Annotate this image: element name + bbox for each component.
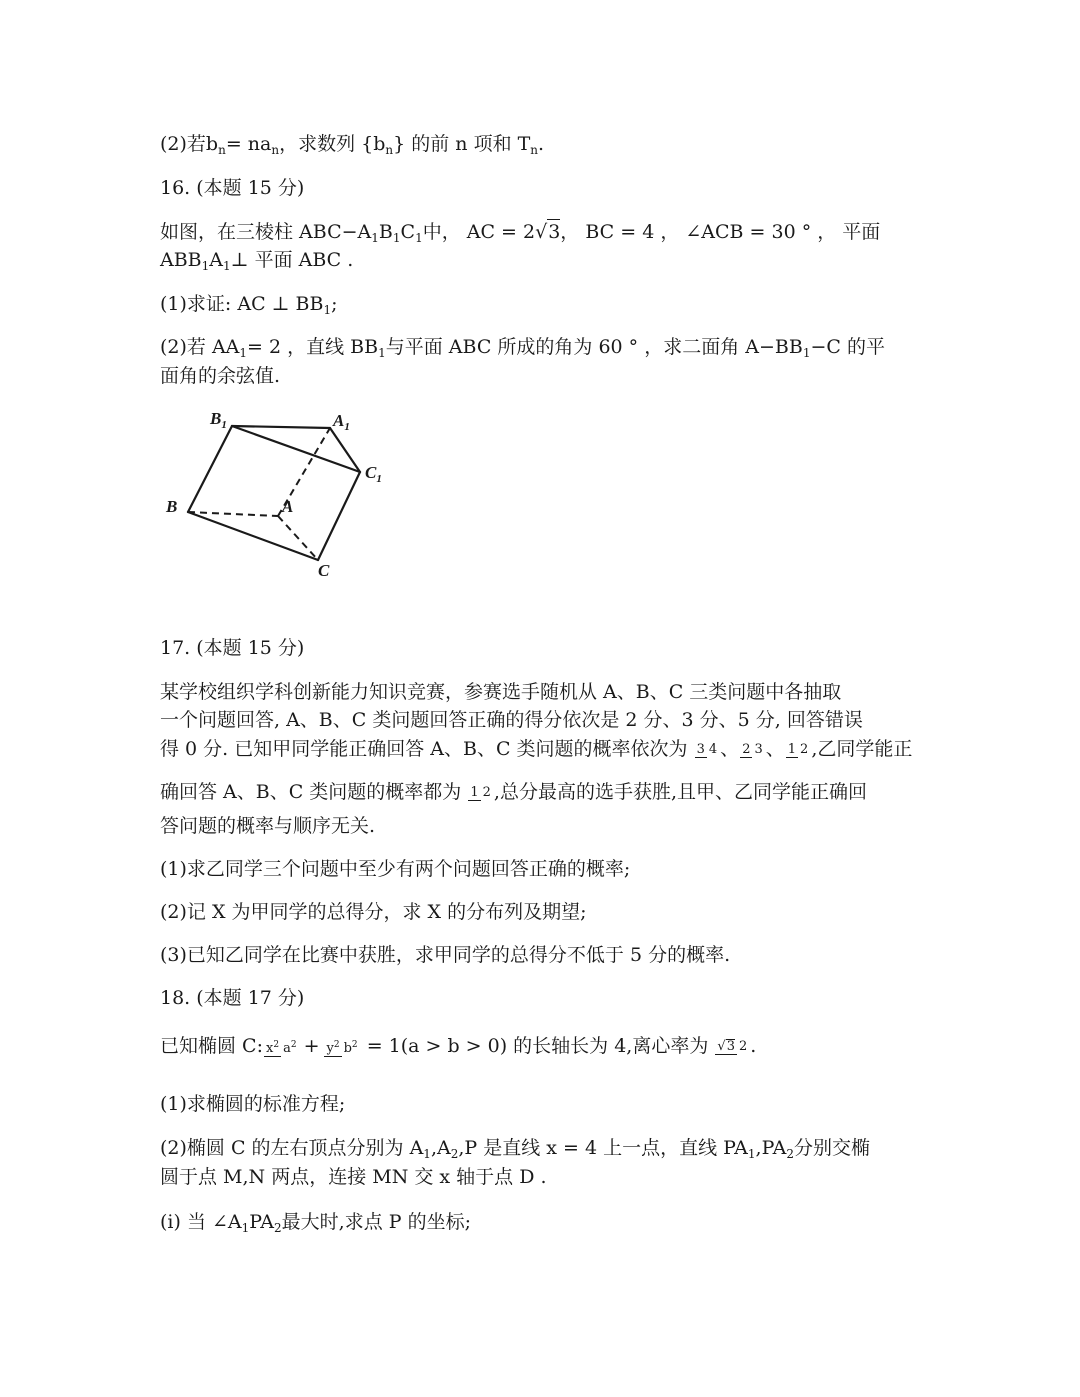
text: ,总分最高的选手获胜,且甲、乙同学能正确回 xyxy=(493,781,868,803)
fraction-x2-a2 xyxy=(264,1038,299,1057)
text: 与平面 ABC 所成的角为 60 ° ，求二面角 A−BB xyxy=(385,336,803,358)
fraction-1-2 xyxy=(786,743,811,758)
subscript: 1 xyxy=(378,346,386,360)
text: (i) 当 ∠A xyxy=(160,1211,242,1233)
q16-header: 16. (本题 15 分) xyxy=(160,177,305,199)
subscript: 1 xyxy=(392,231,401,245)
text: ，求数列 {b xyxy=(279,133,386,155)
text: (1)求证: AC ⊥ BB xyxy=(160,293,324,315)
sqrt-arg: 3 xyxy=(726,1039,735,1054)
label-c1 xyxy=(365,463,382,485)
label-a1 xyxy=(332,411,350,433)
q17-line1: 某学校组织学科创新能力知识竞赛，参赛选手随机从 A、B、C 三类问题中各抽取 xyxy=(160,681,842,703)
text: = 2 ，直线 BB xyxy=(247,336,379,358)
label-sub: 1 xyxy=(344,421,350,433)
text: 中， AC = 2 xyxy=(422,221,536,243)
text: b xyxy=(343,1040,352,1056)
text: 确回答 A、B、C 类问题的概率都为 xyxy=(160,781,462,803)
text: = na xyxy=(225,133,272,155)
text: . xyxy=(750,1035,757,1057)
q17-line3 xyxy=(160,737,912,761)
label-sub: 1 xyxy=(221,419,227,431)
label-text: C xyxy=(365,463,377,482)
numerator: 1 xyxy=(470,784,479,800)
edge-c1-c xyxy=(318,472,360,560)
text: b xyxy=(205,133,219,155)
q16-stem-line2 xyxy=(160,248,353,278)
subscript: 1 xyxy=(415,231,423,245)
subscript: 1 xyxy=(239,346,248,360)
numerator: 2 xyxy=(742,741,751,757)
text: (2)若 xyxy=(160,133,206,155)
superscript: 2 xyxy=(273,1039,280,1050)
superscript: 2 xyxy=(333,1039,340,1050)
q17-header: 17. (本题 15 分) xyxy=(160,637,305,659)
label-b: B xyxy=(166,497,178,516)
text: y xyxy=(326,1040,334,1056)
q17-line2: 一个问题回答, A、B、C 类问题回答正确的得分依次是 2 分、3 分、5 分, 回答错误 xyxy=(160,709,863,731)
subscript: n xyxy=(218,143,226,157)
numerator: 3 xyxy=(696,741,705,757)
denominator: 4 xyxy=(708,741,718,757)
q18-part-i xyxy=(160,1210,471,1240)
text: ; xyxy=(331,293,338,315)
subscript: 1 xyxy=(371,231,379,245)
text: ,乙同学能正 xyxy=(811,738,913,760)
q18-part1: (1)求椭圆的标准方程; xyxy=(160,1093,346,1115)
edge-a1-c1 xyxy=(330,428,360,472)
edge-b-c xyxy=(188,512,318,560)
label-a: A xyxy=(282,497,294,516)
label-text: B xyxy=(210,409,222,428)
text: x xyxy=(265,1040,274,1056)
text: ,P 是直线 x = 4 上一点，直线 PA xyxy=(458,1137,748,1159)
text: 、 xyxy=(765,738,785,760)
q17-line5: 答问题的概率与顺序无关. xyxy=(160,815,376,837)
subscript: 1 xyxy=(323,303,332,317)
label-b1 xyxy=(209,409,227,431)
text: ,A xyxy=(430,1137,451,1159)
q18-stem xyxy=(160,1034,756,1058)
text: ⊥ 平面 ABC . xyxy=(230,249,354,271)
q16-part2-line1 xyxy=(160,335,885,365)
subscript: 2 xyxy=(786,1147,794,1161)
numerator xyxy=(264,1038,281,1057)
text: = 1(a > b > 0) 的长轴长为 4,离心率为 xyxy=(366,1035,709,1057)
prism-figure xyxy=(160,400,390,580)
denominator: 2 xyxy=(482,784,491,800)
text: −C 的平 xyxy=(810,336,885,358)
text: } 的前 n 项和 T xyxy=(393,133,531,155)
text: a xyxy=(283,1040,291,1056)
text: ABB xyxy=(160,249,202,271)
numerator: 1 xyxy=(787,741,797,757)
q17-part1: (1)求乙同学三个问题中至少有两个问题回答正确的概率; xyxy=(160,858,631,880)
denominator xyxy=(281,1038,299,1056)
edge-b1-a1 xyxy=(232,426,330,428)
text: + xyxy=(303,1035,320,1057)
subscript: 2 xyxy=(274,1221,282,1235)
subscript: n xyxy=(530,143,539,157)
subscript: 1 xyxy=(802,346,811,360)
sqrt-arg: 3 xyxy=(548,221,561,243)
fraction-y2-b2 xyxy=(324,1038,359,1057)
subscript: n xyxy=(271,143,280,157)
text: (2)椭圆 C 的左右顶点分别为 A xyxy=(160,1137,424,1159)
fraction-2-3 xyxy=(740,743,765,758)
label-text: A xyxy=(333,411,345,430)
text: . xyxy=(538,133,545,155)
superscript: 2 xyxy=(290,1039,297,1050)
q18-part2-line1 xyxy=(160,1136,870,1166)
text: 分别交椭 xyxy=(793,1137,870,1159)
subscript: 2 xyxy=(450,1147,459,1161)
text: 已知椭圆 C: xyxy=(160,1035,263,1057)
q16-part2-line2: 面角的余弦值. xyxy=(160,365,281,387)
edge-b1-b xyxy=(188,426,232,512)
denominator: 3 xyxy=(754,741,763,757)
text: 如图，在三棱柱 ABC−A xyxy=(160,221,372,243)
q16-stem-line1 xyxy=(160,219,880,250)
text: B xyxy=(378,221,393,243)
text: PA xyxy=(249,1211,275,1233)
text: A xyxy=(209,249,224,271)
sqrt-symbol: √ xyxy=(717,1039,726,1054)
label-c: C xyxy=(318,561,330,580)
subscript: 1 xyxy=(223,259,231,273)
q17-part3: (3)已知乙同学在比赛中获胜，求甲同学的总得分不低于 5 分的概率. xyxy=(160,944,731,966)
fraction-sqrt3-2 xyxy=(715,1039,749,1055)
denominator: 2 xyxy=(800,741,809,757)
q15-part2 xyxy=(160,132,544,162)
text: 最大时,求点 P 的坐标; xyxy=(281,1211,471,1233)
superscript: 2 xyxy=(351,1039,358,1050)
edge-b1-c1 xyxy=(232,426,360,472)
denominator: 2 xyxy=(738,1039,748,1054)
sqrt-symbol: √ xyxy=(535,221,548,243)
text: ， BC = 4 ， ∠ACB = 30 ° ， 平面 xyxy=(560,221,881,243)
text: 得 0 分. 已知甲同学能正确回答 A、B、C 类问题的概率依次为 xyxy=(160,738,688,760)
q17-part2: (2)记 X 为甲同学的总得分，求 X 的分布列及期望; xyxy=(160,901,587,923)
q17-line4 xyxy=(160,780,867,804)
numerator xyxy=(715,1039,737,1055)
denominator xyxy=(342,1038,360,1056)
q16-part1 xyxy=(160,292,338,322)
q18-header: 18. (本题 17 分) xyxy=(160,987,305,1009)
fraction-3-4 xyxy=(695,743,720,758)
edge-b-a-hidden xyxy=(188,512,278,516)
subscript: 1 xyxy=(423,1147,431,1161)
subscript: 1 xyxy=(201,259,210,273)
fraction-1-2 xyxy=(468,786,493,801)
text: 、 xyxy=(720,738,740,760)
label-sub: 1 xyxy=(376,473,382,485)
text: ,PA xyxy=(755,1137,787,1159)
numerator xyxy=(324,1038,341,1057)
subscript: n xyxy=(385,143,394,157)
text: C xyxy=(400,221,416,243)
subscript: 1 xyxy=(747,1147,756,1161)
q18-part2-line2: 圆于点 M,N 两点，连接 MN 交 x 轴于点 D . xyxy=(160,1166,547,1188)
text: (2)若 AA xyxy=(160,336,240,358)
subscript: 1 xyxy=(241,1221,250,1235)
